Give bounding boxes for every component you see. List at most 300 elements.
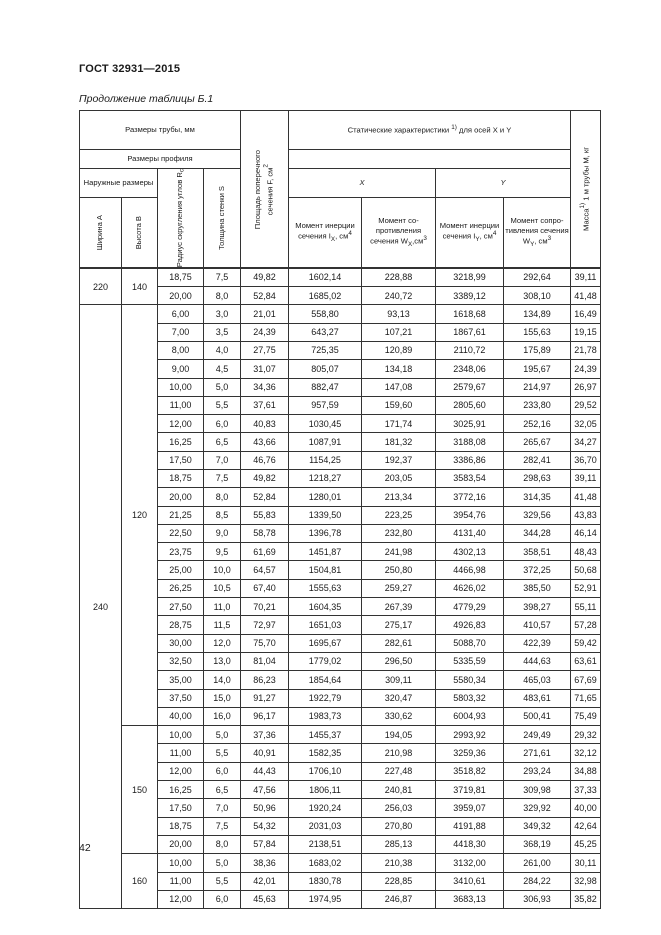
cell-width: 240 — [80, 305, 122, 909]
cell-iy: 4626,02 — [436, 579, 504, 597]
cell-wy: 385,50 — [504, 579, 571, 597]
header-axis-x: X — [289, 169, 436, 198]
cell-mass: 75,49 — [571, 707, 601, 725]
cell-wx: 192,37 — [362, 451, 436, 469]
cell-ix: 1218,27 — [289, 470, 362, 488]
cell-wx: 330,62 — [362, 707, 436, 725]
cell-thickness: 4,0 — [204, 341, 241, 359]
cell-thickness: 11,0 — [204, 598, 241, 616]
cell-iy: 2993,92 — [436, 726, 504, 744]
cell-thickness: 6,5 — [204, 433, 241, 451]
cell-iy: 5803,32 — [436, 689, 504, 707]
table-row — [80, 378, 601, 396]
cell-mass: 45,25 — [571, 835, 601, 853]
cell-wx: 232,80 — [362, 524, 436, 542]
cell-wy: 261,00 — [504, 854, 571, 872]
table-row — [80, 707, 601, 725]
table-row — [80, 323, 601, 341]
cell-mass: 67,69 — [571, 671, 601, 689]
cell-wx: 210,98 — [362, 744, 436, 762]
cell-area: 38,36 — [241, 854, 289, 872]
cell-iy: 3959,07 — [436, 799, 504, 817]
cell-thickness: 7,0 — [204, 799, 241, 817]
cell-ix: 882,47 — [289, 378, 362, 396]
cell-area: 21,01 — [241, 305, 289, 323]
cell-wx: 296,50 — [362, 652, 436, 670]
cell-iy: 1867,61 — [436, 323, 504, 341]
header-outer-sizes: Наружные размеры — [80, 169, 158, 198]
header-thickness: Толщина стенки S — [204, 169, 241, 269]
cell-radius: 20,00 — [158, 835, 204, 853]
cell-thickness: 9,5 — [204, 543, 241, 561]
table-row — [80, 396, 601, 414]
cell-iy: 2805,60 — [436, 396, 504, 414]
header-wy: Момент сопро-тивления сечения $W_Y$, $см^3$ — [504, 198, 571, 269]
cell-ix: 1280,01 — [289, 488, 362, 506]
table-row — [80, 854, 601, 872]
cell-wx: 227,48 — [362, 762, 436, 780]
cell-ix: 643,27 — [289, 323, 362, 341]
cell-mass: 43,83 — [571, 506, 601, 524]
cell-radius: 37,50 — [158, 689, 204, 707]
cell-area: 58,78 — [241, 524, 289, 542]
cell-area: 27,75 — [241, 341, 289, 359]
cell-wx: 147,08 — [362, 378, 436, 396]
cell-ix: 558,80 — [289, 305, 362, 323]
cell-wy: 358,51 — [504, 543, 571, 561]
cell-iy: 3188,08 — [436, 433, 504, 451]
cell-wy: 465,03 — [504, 671, 571, 689]
table-row — [80, 781, 601, 799]
cell-wy: 282,41 — [504, 451, 571, 469]
cell-radius: 16,25 — [158, 781, 204, 799]
table-row — [80, 470, 601, 488]
cell-iy: 3410,61 — [436, 872, 504, 890]
cell-thickness: 3,0 — [204, 305, 241, 323]
cell-wx: 93,13 — [362, 305, 436, 323]
cell-iy: 3518,82 — [436, 762, 504, 780]
cell-wy: 214,97 — [504, 378, 571, 396]
cell-mass: 32,98 — [571, 872, 601, 890]
cell-wx: 256,03 — [362, 799, 436, 817]
cell-area: 31,07 — [241, 360, 289, 378]
cell-mass: 59,42 — [571, 634, 601, 652]
cell-ix: 1854,64 — [289, 671, 362, 689]
cell-wy: 175,89 — [504, 341, 571, 359]
cell-radius: 18,75 — [158, 817, 204, 835]
cell-wx: 270,80 — [362, 817, 436, 835]
cell-radius: 28,75 — [158, 616, 204, 634]
cell-thickness: 7,5 — [204, 470, 241, 488]
cell-wx: 120,89 — [362, 341, 436, 359]
cell-mass: 55,11 — [571, 598, 601, 616]
cell-iy: 5580,34 — [436, 671, 504, 689]
cell-iy: 1618,68 — [436, 305, 504, 323]
cell-radius: 11,00 — [158, 872, 204, 890]
header-radius: Радиус скругления углов $R_c$ — [158, 169, 204, 269]
table-row — [80, 305, 601, 323]
table-row — [80, 433, 601, 451]
cell-area: 40,91 — [241, 744, 289, 762]
cell-wy: 410,57 — [504, 616, 571, 634]
cell-iy: 2579,67 — [436, 378, 504, 396]
header-width: Ширина A — [80, 198, 122, 269]
cell-radius: 6,00 — [158, 305, 204, 323]
cell-iy: 3218,99 — [436, 268, 504, 286]
cell-thickness: 7,5 — [204, 268, 241, 286]
cell-thickness: 9,0 — [204, 524, 241, 542]
cell-wy: 314,35 — [504, 488, 571, 506]
cell-mass: 32,12 — [571, 744, 601, 762]
cell-height: 150 — [122, 726, 158, 854]
cell-ix: 805,07 — [289, 360, 362, 378]
table-row — [80, 634, 601, 652]
cell-wx: 240,72 — [362, 287, 436, 305]
cell-thickness: 4,5 — [204, 360, 241, 378]
cell-area: 42,01 — [241, 872, 289, 890]
cell-wy: 329,92 — [504, 799, 571, 817]
document-code: ГОСТ 32931—2015 — [79, 63, 181, 75]
cell-radius: 16,25 — [158, 433, 204, 451]
cell-mass: 36,70 — [571, 451, 601, 469]
cell-thickness: 5,5 — [204, 872, 241, 890]
table-row — [80, 415, 601, 433]
cell-thickness: 3,5 — [204, 323, 241, 341]
cell-area: 96,17 — [241, 707, 289, 725]
cell-ix: 1685,02 — [289, 287, 362, 305]
cell-wy: 308,10 — [504, 287, 571, 305]
cell-wy: 483,61 — [504, 689, 571, 707]
cell-radius: 25,00 — [158, 561, 204, 579]
cell-ix: 1455,37 — [289, 726, 362, 744]
cell-radius: 23,75 — [158, 543, 204, 561]
table-caption: Продолжение таблицы Б.1 — [79, 93, 214, 105]
cell-mass: 19,15 — [571, 323, 601, 341]
table-row — [80, 872, 601, 890]
cell-mass: 29,32 — [571, 726, 601, 744]
header-ix: Момент инерции сечения $I_X$, $см^4$ — [289, 198, 362, 269]
cell-iy: 3772,16 — [436, 488, 504, 506]
cell-wy: 372,25 — [504, 561, 571, 579]
table-row — [80, 543, 601, 561]
table-row — [80, 287, 601, 305]
cell-thickness: 8,0 — [204, 287, 241, 305]
table-header — [80, 111, 601, 269]
cell-radius: 10,00 — [158, 726, 204, 744]
table-row — [80, 890, 601, 908]
cell-wy: 271,61 — [504, 744, 571, 762]
cell-thickness: 10,0 — [204, 561, 241, 579]
cell-ix: 957,59 — [289, 396, 362, 414]
cell-mass: 41,48 — [571, 287, 601, 305]
cell-iy: 5088,70 — [436, 634, 504, 652]
cell-radius: 17,50 — [158, 799, 204, 817]
cell-radius: 22,50 — [158, 524, 204, 542]
table-row — [80, 762, 601, 780]
cell-mass: 46,14 — [571, 524, 601, 542]
cell-area: 54,32 — [241, 817, 289, 835]
cell-wx: 107,21 — [362, 323, 436, 341]
cell-radius: 27,50 — [158, 598, 204, 616]
cell-mass: 42,64 — [571, 817, 601, 835]
header-pipe-sizes: Размеры трубы, мм — [80, 111, 241, 150]
cell-mass: 35,82 — [571, 890, 601, 908]
table-row — [80, 817, 601, 835]
cell-area: 43,66 — [241, 433, 289, 451]
cell-iy: 4418,30 — [436, 835, 504, 853]
cell-ix: 1983,73 — [289, 707, 362, 725]
cell-area: 47,56 — [241, 781, 289, 799]
cell-wx: 282,61 — [362, 634, 436, 652]
cell-ix: 1451,87 — [289, 543, 362, 561]
cell-wy: 155,63 — [504, 323, 571, 341]
cell-area: 81,04 — [241, 652, 289, 670]
cell-radius: 11,00 — [158, 744, 204, 762]
cell-wx: 210,38 — [362, 854, 436, 872]
cell-wy: 292,64 — [504, 268, 571, 286]
cell-wx: 309,11 — [362, 671, 436, 689]
table-row — [80, 616, 601, 634]
cell-wx: 240,81 — [362, 781, 436, 799]
cell-radius: 40,00 — [158, 707, 204, 725]
table-row — [80, 652, 601, 670]
cell-wx: 246,87 — [362, 890, 436, 908]
cell-mass: 32,05 — [571, 415, 601, 433]
cell-wx: 181,32 — [362, 433, 436, 451]
cell-wy: 344,28 — [504, 524, 571, 542]
cell-iy: 3132,00 — [436, 854, 504, 872]
cell-mass: 21,78 — [571, 341, 601, 359]
cell-iy: 5335,59 — [436, 652, 504, 670]
cell-thickness: 11,5 — [204, 616, 241, 634]
cell-wy: 252,16 — [504, 415, 571, 433]
cell-area: 46,76 — [241, 451, 289, 469]
cell-wy: 444,63 — [504, 652, 571, 670]
cell-wx: 134,18 — [362, 360, 436, 378]
header-static-characteristics: Статические характеристики $^{1)}$ для осей X и Y — [289, 111, 571, 150]
table-row — [80, 744, 601, 762]
cell-area: 24,39 — [241, 323, 289, 341]
cell-area: 52,84 — [241, 287, 289, 305]
cell-ix: 1651,03 — [289, 616, 362, 634]
cell-iy: 3389,12 — [436, 287, 504, 305]
cell-area: 52,84 — [241, 488, 289, 506]
cell-radius: 20,00 — [158, 287, 204, 305]
cell-wy: 284,22 — [504, 872, 571, 890]
cell-ix: 1582,35 — [289, 744, 362, 762]
cell-ix: 1706,10 — [289, 762, 362, 780]
cell-wx: 194,05 — [362, 726, 436, 744]
cell-wx: 223,25 — [362, 506, 436, 524]
cell-wy: 309,98 — [504, 781, 571, 799]
cell-mass: 34,27 — [571, 433, 601, 451]
cell-wy: 249,49 — [504, 726, 571, 744]
cell-mass: 37,33 — [571, 781, 601, 799]
cell-radius: 11,00 — [158, 396, 204, 414]
cell-area: 37,36 — [241, 726, 289, 744]
cell-thickness: 12,0 — [204, 634, 241, 652]
cell-iy: 4926,83 — [436, 616, 504, 634]
cell-iy: 4191,88 — [436, 817, 504, 835]
cell-ix: 1030,45 — [289, 415, 362, 433]
cell-thickness: 6,0 — [204, 890, 241, 908]
cell-area: 70,21 — [241, 598, 289, 616]
table-row — [80, 689, 601, 707]
cell-ix: 1087,91 — [289, 433, 362, 451]
table-row — [80, 488, 601, 506]
cell-thickness: 13,0 — [204, 652, 241, 670]
cell-area: 49,82 — [241, 268, 289, 286]
table-row — [80, 341, 601, 359]
cell-iy: 3583,54 — [436, 470, 504, 488]
header-height: Высота B — [122, 198, 158, 269]
cell-thickness: 5,0 — [204, 854, 241, 872]
cell-wy: 329,56 — [504, 506, 571, 524]
cell-wx: 171,74 — [362, 415, 436, 433]
cell-iy: 4302,13 — [436, 543, 504, 561]
cell-ix: 1806,11 — [289, 781, 362, 799]
cell-area: 40,83 — [241, 415, 289, 433]
cell-area: 50,96 — [241, 799, 289, 817]
cell-mass: 40,00 — [571, 799, 601, 817]
cell-area: 57,84 — [241, 835, 289, 853]
cell-ix: 1922,79 — [289, 689, 362, 707]
cell-wx: 228,88 — [362, 268, 436, 286]
table-row — [80, 561, 601, 579]
cell-ix: 2031,03 — [289, 817, 362, 835]
table-row — [80, 671, 601, 689]
cell-area: 64,57 — [241, 561, 289, 579]
cell-radius: 18,75 — [158, 470, 204, 488]
cell-ix: 1683,02 — [289, 854, 362, 872]
cell-area: 72,97 — [241, 616, 289, 634]
cell-mass: 71,65 — [571, 689, 601, 707]
cell-area: 44,43 — [241, 762, 289, 780]
cell-thickness: 15,0 — [204, 689, 241, 707]
cell-wx: 228,85 — [362, 872, 436, 890]
cell-thickness: 8,5 — [204, 506, 241, 524]
cell-radius: 12,00 — [158, 890, 204, 908]
cell-height: 160 — [122, 854, 158, 909]
cell-radius: 30,00 — [158, 634, 204, 652]
page-number: 42 — [79, 842, 91, 854]
cell-radius: 12,00 — [158, 415, 204, 433]
cell-radius: 10,00 — [158, 854, 204, 872]
header-wx: Момент со-противления сечения $W_X,см^3$ — [362, 198, 436, 269]
cell-wy: 293,24 — [504, 762, 571, 780]
cell-area: 45,63 — [241, 890, 289, 908]
cell-wy: 306,93 — [504, 890, 571, 908]
cell-wy: 500,41 — [504, 707, 571, 725]
cell-iy: 3259,36 — [436, 744, 504, 762]
cell-radius: 10,00 — [158, 378, 204, 396]
cell-thickness: 5,5 — [204, 396, 241, 414]
cell-thickness: 5,0 — [204, 726, 241, 744]
cell-ix: 1604,35 — [289, 598, 362, 616]
cell-wy: 298,63 — [504, 470, 571, 488]
cell-iy: 3025,91 — [436, 415, 504, 433]
cell-thickness: 7,0 — [204, 451, 241, 469]
cell-wy: 398,27 — [504, 598, 571, 616]
cell-ix: 1602,14 — [289, 268, 362, 286]
cell-radius: 12,00 — [158, 762, 204, 780]
cell-thickness: 8,0 — [204, 488, 241, 506]
cell-area: 86,23 — [241, 671, 289, 689]
table-row — [80, 726, 601, 744]
cell-wx: 285,13 — [362, 835, 436, 853]
cell-thickness: 6,0 — [204, 415, 241, 433]
cell-ix: 1830,78 — [289, 872, 362, 890]
cell-iy: 3719,81 — [436, 781, 504, 799]
cell-area: 75,70 — [241, 634, 289, 652]
cell-thickness: 10,5 — [204, 579, 241, 597]
cell-wx: 275,17 — [362, 616, 436, 634]
cell-mass: 34,88 — [571, 762, 601, 780]
cell-mass: 39,11 — [571, 470, 601, 488]
table-row — [80, 268, 601, 286]
cell-mass: 57,28 — [571, 616, 601, 634]
cell-radius: 18,75 — [158, 268, 204, 286]
cell-wx: 320,47 — [362, 689, 436, 707]
cell-thickness: 14,0 — [204, 671, 241, 689]
cell-iy: 6004,93 — [436, 707, 504, 725]
cell-thickness: 7,5 — [204, 817, 241, 835]
cell-thickness: 6,0 — [204, 762, 241, 780]
cell-thickness: 16,0 — [204, 707, 241, 725]
cell-iy: 4779,29 — [436, 598, 504, 616]
cell-wx: 250,80 — [362, 561, 436, 579]
cell-mass: 39,11 — [571, 268, 601, 286]
cell-ix: 1920,24 — [289, 799, 362, 817]
cell-ix: 1339,50 — [289, 506, 362, 524]
cell-area: 61,69 — [241, 543, 289, 561]
cell-ix: 1974,95 — [289, 890, 362, 908]
cell-mass: 63,61 — [571, 652, 601, 670]
cell-wy: 265,67 — [504, 433, 571, 451]
cell-iy: 3683,13 — [436, 890, 504, 908]
cell-thickness: 5,0 — [204, 378, 241, 396]
cell-ix: 1154,25 — [289, 451, 362, 469]
cell-height: 140 — [122, 268, 158, 305]
cell-area: 37,61 — [241, 396, 289, 414]
cell-radius: 8,00 — [158, 341, 204, 359]
cell-radius: 32,50 — [158, 652, 204, 670]
cell-area: 55,83 — [241, 506, 289, 524]
cell-width: 220 — [80, 268, 122, 305]
cell-radius: 17,50 — [158, 451, 204, 469]
cell-wx: 241,98 — [362, 543, 436, 561]
cell-wy: 233,80 — [504, 396, 571, 414]
header-mass: Масса$^{1)}$ 1 м трубы M, кг — [571, 111, 601, 269]
table-row — [80, 598, 601, 616]
cell-ix: 1504,81 — [289, 561, 362, 579]
header-axis-y: Y — [436, 169, 571, 198]
header-area: Площадь поперечного сечения F, $см^2$ — [241, 111, 289, 269]
cell-area: 34,36 — [241, 378, 289, 396]
cell-mass: 48,43 — [571, 543, 601, 561]
cell-wx: 267,39 — [362, 598, 436, 616]
cell-wx: 259,27 — [362, 579, 436, 597]
cell-mass: 16,49 — [571, 305, 601, 323]
cell-iy: 3386,86 — [436, 451, 504, 469]
cell-thickness: 8,0 — [204, 835, 241, 853]
cell-mass: 26,97 — [571, 378, 601, 396]
cell-wy: 422,39 — [504, 634, 571, 652]
cell-mass: 50,68 — [571, 561, 601, 579]
cell-wx: 203,05 — [362, 470, 436, 488]
cell-mass: 41,48 — [571, 488, 601, 506]
cell-iy: 4131,40 — [436, 524, 504, 542]
